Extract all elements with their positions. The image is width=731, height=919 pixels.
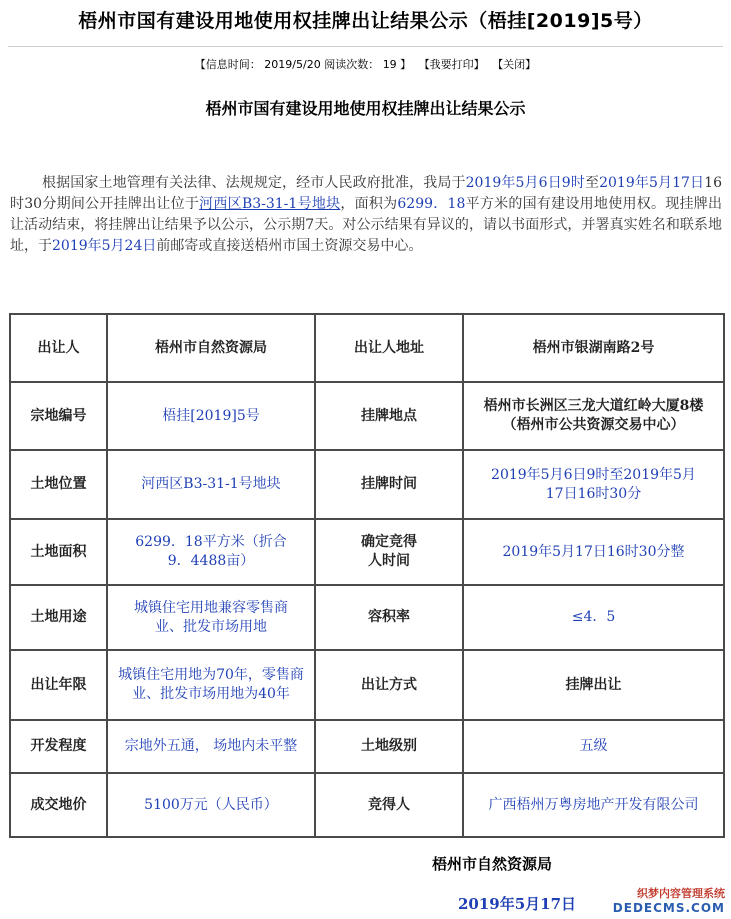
table-label: 土地用途 [10,585,107,650]
table-value: 2019年5月17日16时30分整 [463,519,724,585]
table-label: 确定竞得人时间 [315,519,463,585]
text-segment: 16时30分期间公开挂牌出让位于 [10,175,722,212]
table-row [10,773,724,837]
text-segment: 至 [584,175,600,191]
table-row [10,382,724,450]
table-label: 挂牌时间 [315,450,463,519]
title-divider [8,46,723,47]
table-value: 5100万元（人民币） [107,773,315,837]
transfer-result-table [9,313,725,838]
table-row [10,314,724,382]
table-label: 出让人地址 [315,314,463,382]
signing-date: 2019年5月17日 [458,895,577,913]
table-value: 城镇住宅用地兼容零售商业、批发市场用地 [107,585,315,650]
page-title: 梧州市国有建设用地使用权挂牌出让结果公示（梧挂[2019]5号） [78,10,653,32]
notice-paragraph [10,173,722,257]
table-row [10,519,724,585]
table-label: 成交地价 [10,773,107,837]
table-row [10,450,724,519]
info-time: 【信息时间： 2019/5/20 阅读次数： 19 】 [194,58,412,71]
table-value: 梧州市自然资源局 [107,314,315,382]
table-value: 五级 [463,720,724,773]
table-value: 2019年5月6日9时至2019年5月17日16时30分 [463,450,724,519]
table-label: 出让方式 [315,650,463,720]
objection-deadline: 2019年5月24日 [52,238,157,254]
table-label: 容积率 [315,585,463,650]
land-location: 河西区B3-31-1号地块 [199,196,341,212]
start-datetime: 2019年5月6日9时 [465,175,585,191]
table-value: 6299．18平方米（折合9．4488亩） [107,519,315,585]
meta-bar [0,56,731,72]
table-value: ≤4．5 [463,585,724,650]
table-label: 土地位置 [10,450,107,519]
table-value: 广西梧州万粤房地产开发有限公司 [463,773,724,837]
print-link[interactable]: 【我要打印】 [418,58,485,71]
close-link[interactable]: 【关闭】 [492,58,537,71]
table-value: 挂牌出让 [463,650,724,720]
document-heading: 梧州市国有建设用地使用权挂牌出让结果公示 [205,99,526,118]
table-row [10,720,724,773]
end-date: 2019年5月17日 [599,175,705,191]
table-value: 梧州市长洲区三龙大道红岭大厦8楼（梧州市公共资源交易中心） [463,382,724,450]
table-label: 土地级别 [315,720,463,773]
table-row [10,650,724,720]
land-area: 6299．18 [397,196,466,212]
watermark-text-top: 织梦内容管理系统 [637,887,725,900]
table-value: 河西区B3-31-1号地块 [107,450,315,519]
table-value: 梧挂[2019]5号 [107,382,315,450]
table-value: 梧州市银湖南路2号 [463,314,724,382]
table-label: 竞得人 [315,773,463,837]
signing-organization: 梧州市自然资源局 [432,855,553,873]
text-segment: 前邮寄或直接送梧州市国土资源交易中心。 [156,238,423,254]
text-segment: 平方米的国有建设用地使用权。现挂牌出让活动结束，将挂牌出让结果予以公示，公示期7天。对公示结果有异议的，请以书面形式，并署真实姓名和联系地址，于 [10,196,722,254]
watermark-text-bottom: DEDECMS.COM [612,901,725,915]
table-row [10,585,724,650]
table-label: 挂牌地点 [315,382,463,450]
table-label: 出让年限 [10,650,107,720]
text-segment: ，面积为 [340,196,398,212]
text-segment: 根据国家土地管理有关法律、法规规定，经市人民政府批准，我局于 [42,175,466,191]
site-watermark [613,885,725,915]
table-label: 出让人 [10,314,107,382]
table-label: 开发程度 [10,720,107,773]
table-value: 宗地外五通， 场地内未平整 [107,720,315,773]
table-label: 土地面积 [10,519,107,585]
table-label: 宗地编号 [10,382,107,450]
table-value: 城镇住宅用地为70年，零售商业、批发市场用地为40年 [107,650,315,720]
